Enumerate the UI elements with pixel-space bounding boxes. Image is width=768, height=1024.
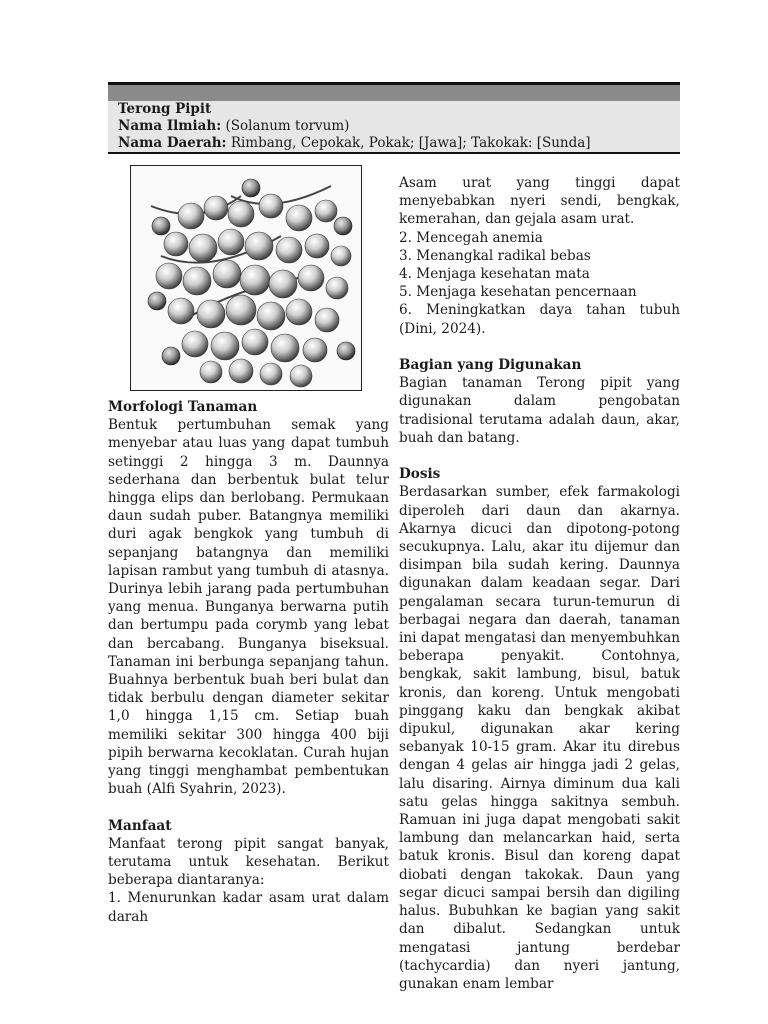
manfaat-item-5: 5. Menjaga kesehatan pencernaan bbox=[399, 284, 637, 301]
morfologi-paragraph: Bentuk pertumbuhan semak yang menyebar atau luas yang dapat tumbuh setinggi 2 hingga 3 m. Daunnya sederhana dan berbentuk bulat telur hingga elips dan berlobang. Permukaan daun sudah puber. Batangnya memiliki duri agak bengkok yang tumbuh di sepanjang batangnya dan memiliki lapisan rambut yang tumbuh di atasnya. Durinya lebih jarang pada pertumbuhan yang menua. Bunganya berwarna putih dan bertumpu pada corymb yang lebat dan bercabang. Bunganya biseksual. Tanaman ini berbunga sepanjang tahun. Buahnya berbentuk buah beri bulat dan tidak berbulu dengan diameter sekitar 1,0 hingga 1,15 cm. Setiap buah memiliki sekitar 300 hingga 400 biji pipih berwarna kecoklatan. Curah hujan yang tinggi menghambat pembentukan buah (Alfi Syahrin, 2023). bbox=[108, 417, 389, 798]
bagian-heading: Bagian yang Digunakan bbox=[399, 357, 582, 374]
left-column bbox=[108, 398, 389, 926]
manfaat-heading: Manfaat bbox=[108, 817, 172, 834]
plant-info-header bbox=[108, 101, 680, 152]
header-bottom-rule bbox=[108, 152, 680, 154]
manfaat-item-4: 4. Menjaga kesehatan mata bbox=[399, 266, 590, 283]
manfaat-intro: Manfaat terong pipit sangat banyak, terutama untuk kesehatan. Berikut beberapa diantaranya: bbox=[108, 835, 389, 889]
scientific-name-line: Nama Ilmiah: (Solanum torvum) bbox=[118, 118, 350, 134]
berry-cluster-image bbox=[131, 166, 361, 390]
local-name-line: Nama Daerah: Rimbang, Cepokak, Pokak; [Jawa]; Takokak: [Sunda] bbox=[118, 135, 591, 151]
dosis-heading: Dosis bbox=[399, 466, 441, 483]
manfaat-item-1: 1. Menurunkan kadar asam urat dalam darah bbox=[108, 890, 389, 925]
plant-photo bbox=[130, 165, 362, 391]
manfaat-item-2: 2. Mencegah anemia bbox=[399, 229, 543, 246]
dosis-paragraph: Berdasarkan sumber, efek farmakologi diperoleh dari daun dan akarnya. Akarnya dicuci dan dipotong-potong secukupnya. Lalu, akar itu dijemur dan disimpan bila sudah kering. Daunnya digunakan dalam keadaan segar. Dari pengalaman secara turun-temurun di berbagai negara dan daerah, tanaman ini dapat mengatasi dan menyembuhkan beberapa penyakit. Contohnya, bengkak, sakit lambung, bisul, batuk kronis, dan koreng. Untuk mengobati pinggang kaku dan bengkak akibat dipukul, digunakan akar kering sebanyak 10-15 gram. Akar itu direbus dengan 4 gelas air hingga jadi 2 gelas, lalu disaring. Airnya diminum dua kali satu gelas hingga sakitnya sembuh. Ramuan ini juga dapat mengobati sakit lambung dan melancarkan haid, serta batuk kronis. Bisul dan koreng dapat diobati dengan takokak. Daun yang segar dicuci sampai bersih dan digiling halus. Bubuhkan ke bagian yang sakit dan dibalut. Sedangkan untuk mengatasi jantung berdebar (tachycardia) dan nyeri jantung, gunakan enam lembar bbox=[399, 484, 680, 992]
header-gray-band bbox=[108, 85, 680, 101]
manfaat-item-6: 6. Meningkatkan daya tahan tubuh (Dini, 2024). bbox=[399, 302, 680, 337]
manfaat-continuation: Asam urat yang tinggi dapat menyebabkan nyeri sendi, bengkak, kemerahan, dan gejala asam urat. bbox=[399, 175, 680, 228]
right-column bbox=[399, 174, 680, 993]
morfologi-heading: Morfologi Tanaman bbox=[108, 399, 258, 415]
plant-title: Terong Pipit bbox=[118, 101, 212, 117]
manfaat-item-3: 3. Menangkal radikal bebas bbox=[399, 247, 591, 264]
bagian-paragraph: Bagian tanaman Terong pipit yang digunakan dalam pengobatan tradisional terutama adalah daun, akar, buah dan batang. bbox=[399, 375, 680, 446]
